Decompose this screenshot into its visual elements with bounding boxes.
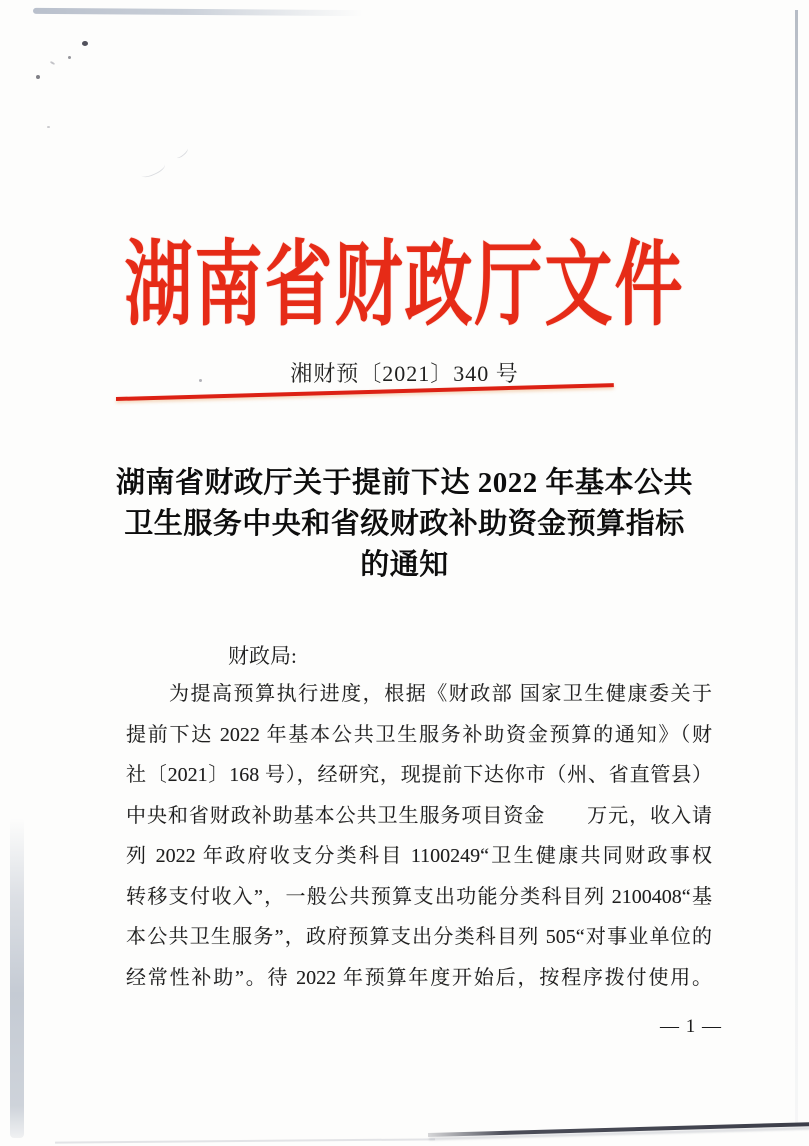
scan-speck bbox=[82, 41, 88, 46]
body-paragraph bbox=[126, 674, 712, 998]
document-title bbox=[0, 463, 809, 586]
scan-edge-left bbox=[10, 818, 24, 1138]
letterhead-title-text: 湖南省财政厅文件 bbox=[124, 232, 685, 337]
doc-number-text: 湘财预〔2021〕340 号 bbox=[290, 360, 519, 386]
document-title-line: 湖南省财政厅关于提前下达 2022 年基本公共 bbox=[115, 467, 693, 499]
salutation: 财政局: bbox=[228, 644, 297, 668]
body-line: 经常性补助”。待 2022 年预算年度开始后，按程序拨付使用。 bbox=[126, 966, 712, 989]
body-line: 列 2022 年政府收支分类科目 1100249“卫生健康共同财政事权 bbox=[126, 845, 712, 867]
scan-edge-bottom bbox=[428, 1122, 809, 1137]
document-title-line: 的通知 bbox=[360, 549, 449, 581]
scan-speck bbox=[199, 379, 202, 382]
scan-edge-top bbox=[33, 8, 363, 16]
scan-speck bbox=[50, 61, 55, 65]
body-line: 转移支付收入”，一般公共预算支出功能分类科目列 2100408“基 bbox=[126, 885, 712, 908]
scan-edge-bottom-faint bbox=[55, 1138, 435, 1143]
body-line: 本公共卫生服务”，政府预算支出分类科目列 505“对事业单位的 bbox=[126, 926, 712, 948]
scan-scratch bbox=[139, 160, 167, 180]
scan-scratch bbox=[175, 146, 190, 160]
scan-speck bbox=[68, 56, 71, 59]
page-number: — 1 — bbox=[660, 1016, 722, 1037]
body-line: 提前下达 2022 年基本公共卫生服务补助资金预算的通知》（财 bbox=[126, 723, 712, 746]
body-line: 社〔2021〕168 号），经研究，现提前下达你市（州、省直管县） bbox=[126, 764, 712, 786]
scan-speck bbox=[47, 126, 50, 128]
body-line: 中央和省财政补助基本公共卫生服务项目资金 万元，收入请 bbox=[126, 804, 712, 827]
document-title-line: 卫生服务中央和省级财政补助资金预算指标 bbox=[124, 508, 685, 540]
body-line: 为提高预算执行进度，根据《财政部 国家卫生健康委关于 bbox=[169, 683, 712, 705]
scan-speck bbox=[36, 75, 40, 79]
